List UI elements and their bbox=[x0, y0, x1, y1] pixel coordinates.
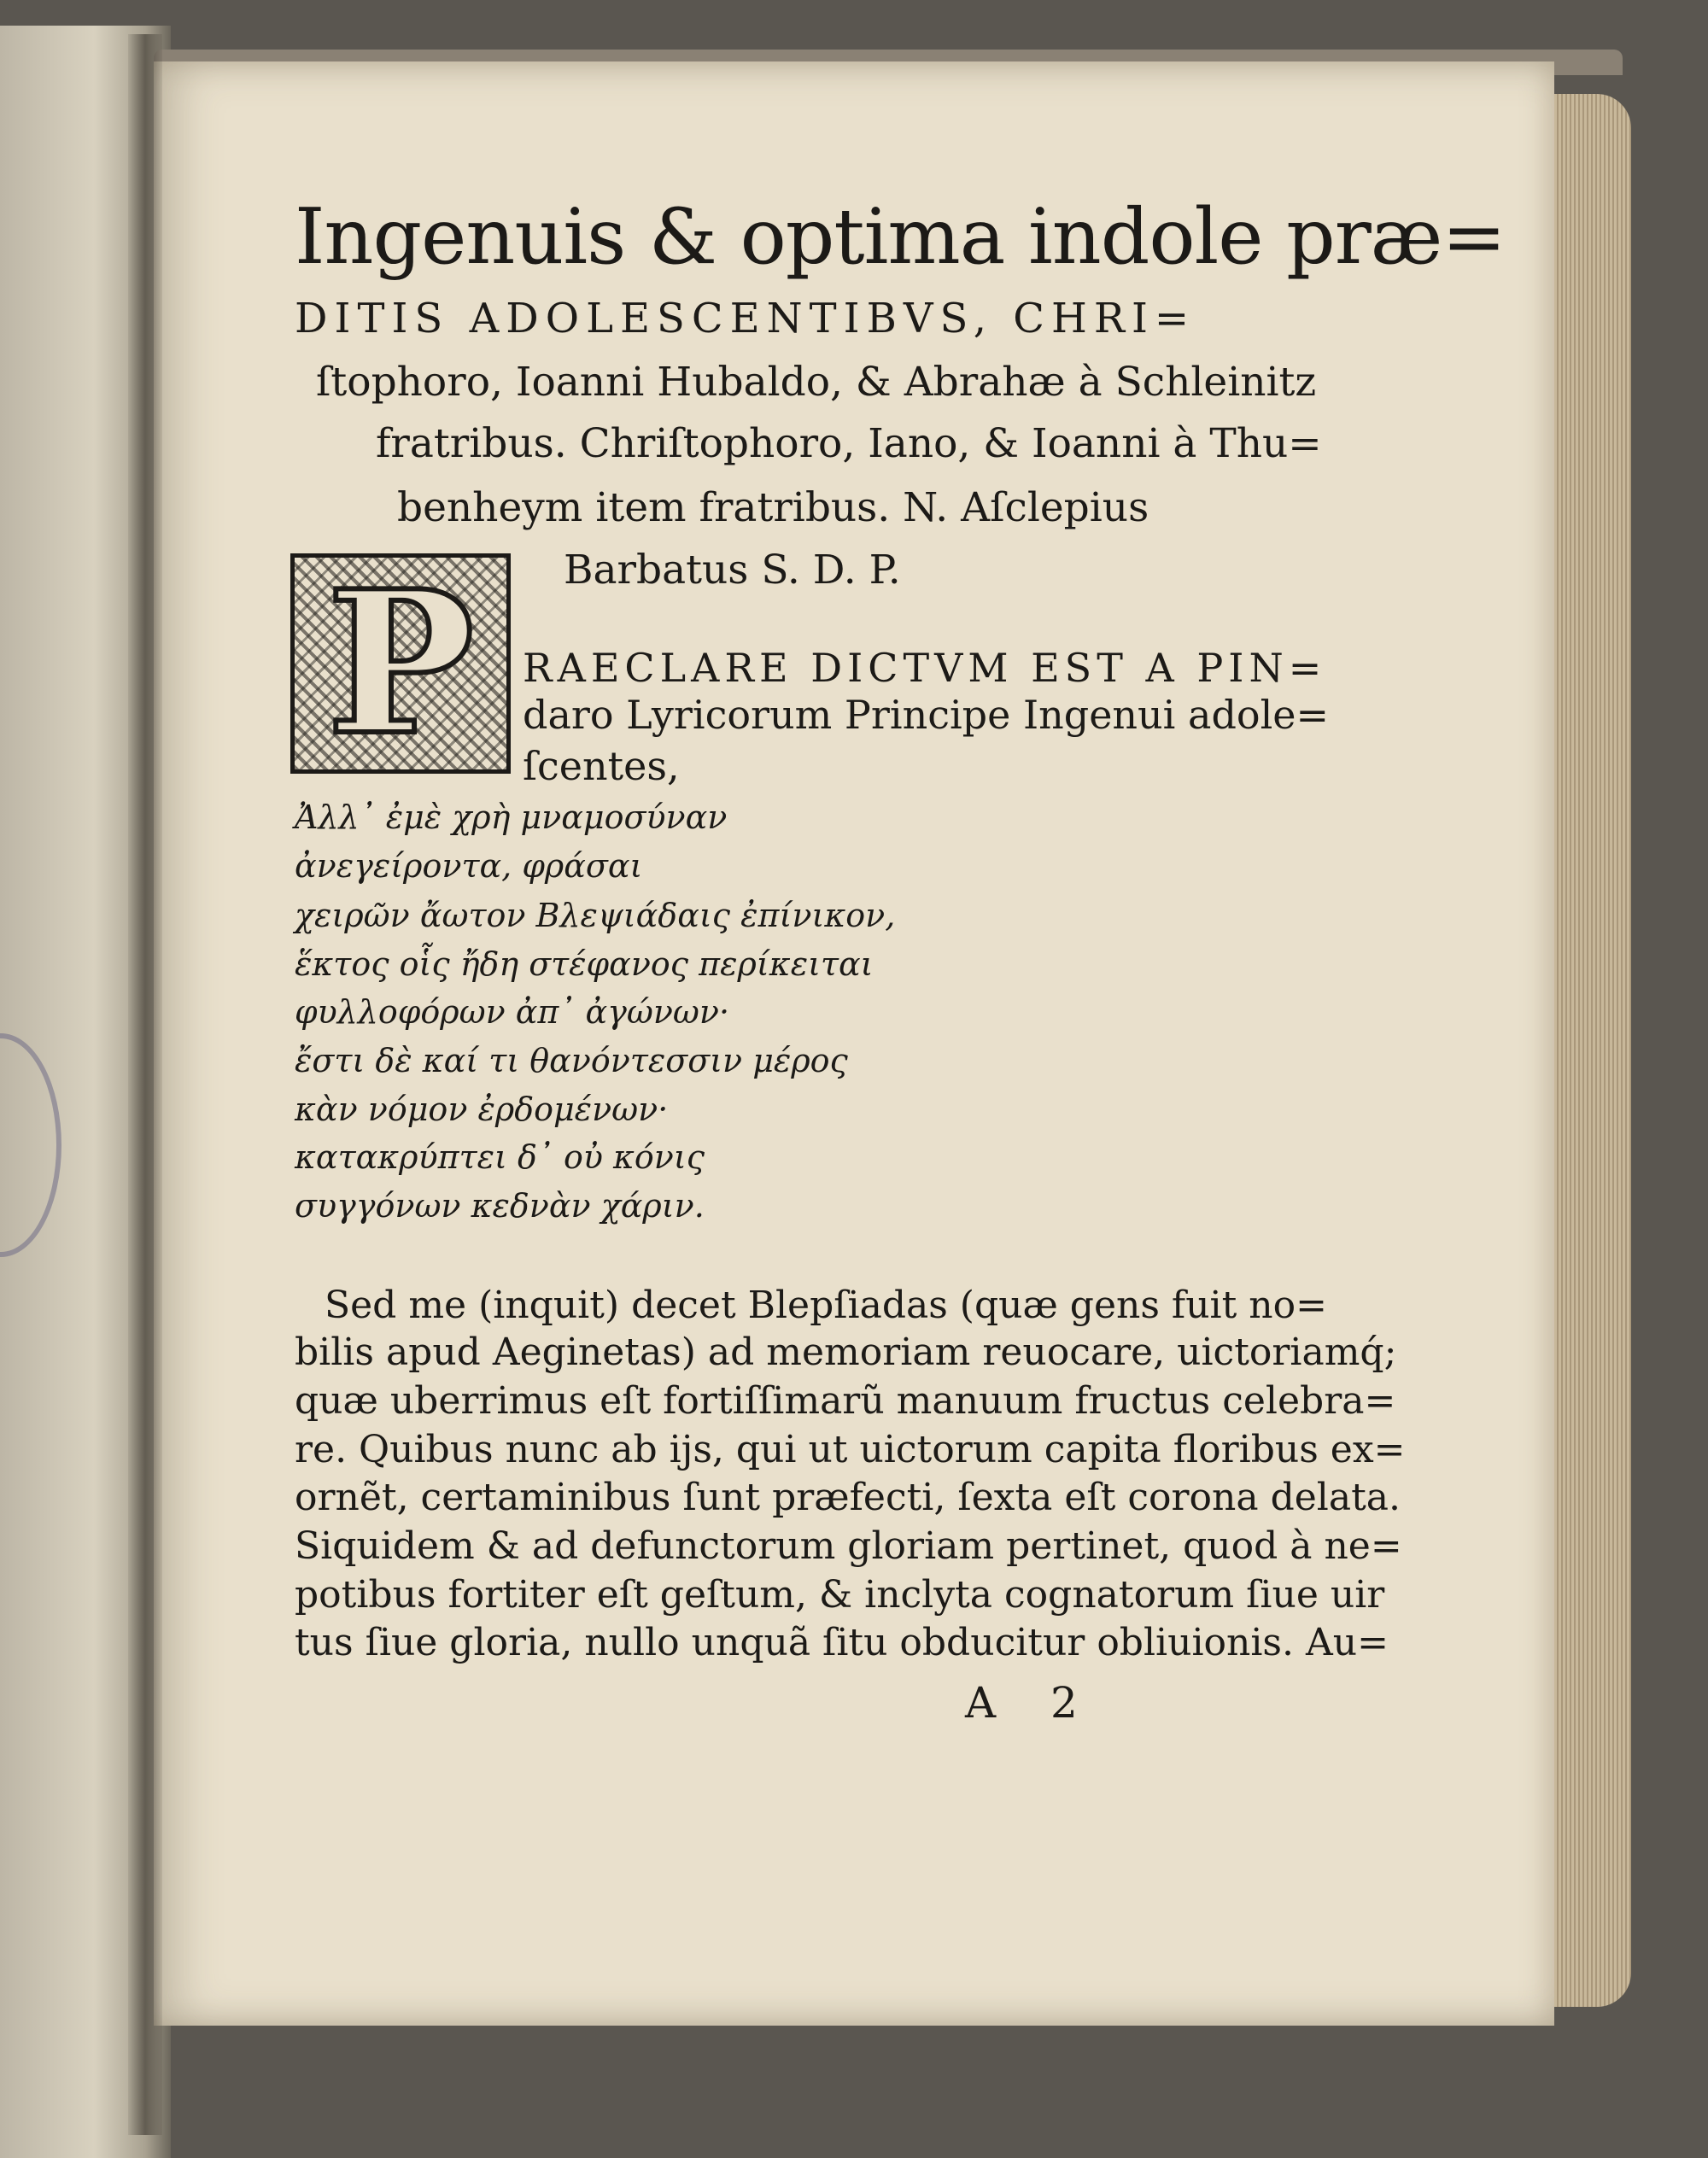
greek-verse-line: ἀνεγείροντα, φράσαι bbox=[295, 847, 643, 885]
greek-verse-line: ἕκτος οἷς ἤδη στέφανος περίκειται bbox=[295, 945, 874, 983]
body-line: quæ uberrimus eſt fortiſſimarũ manuum fructus celebra= bbox=[295, 1379, 1396, 1423]
gutter-shadow bbox=[128, 34, 162, 2135]
greek-verse-line: ἔστι δὲ καί τι θανόντεσσιν μέρος bbox=[295, 1042, 848, 1079]
page-block-edge bbox=[1550, 94, 1631, 2007]
body-line: Sed me (inquit) decet Blepſiadas (quæ gens fuit no= bbox=[325, 1284, 1327, 1327]
greek-verse-line: φυλλοφόρων ἀπ᾽ ἀγώνων· bbox=[295, 993, 730, 1031]
greek-verse-line: κὰν νόμον ἐρδομένων· bbox=[295, 1091, 669, 1128]
dedication-heading-line-4: fratribus. Chriſtophoro, Iano, & Ioanni à Thu= bbox=[376, 420, 1322, 467]
dedication-heading-line-2: DITIS ADOLESCENTIBVS, CHRI= bbox=[295, 295, 1196, 342]
dedication-heading-line-3: ſtophoro, Ioanni Hubaldo, & Abrahæ à Schleinitz bbox=[316, 359, 1317, 406]
signature-mark: A 2 bbox=[965, 1678, 1098, 1728]
opening-line-3: ſcentes, bbox=[523, 743, 680, 789]
body-line: ornẽt, certaminibus ſunt præfecti, ſexta eſt corona delata. bbox=[295, 1476, 1401, 1519]
body-line: Siquidem & ad defunctorum gloriam pertinet, quod à ne= bbox=[295, 1524, 1402, 1568]
dedication-heading-line-5: benheym item fratribus. N. Aſclepius bbox=[397, 484, 1149, 531]
greek-verse-line: χειρῶν ἄωτον Βλεψιάδαις ἐπίνικον, bbox=[295, 897, 896, 934]
dedication-title: Ingenuis & optima indole præ= bbox=[295, 192, 1506, 282]
body-line: potibus fortiter eſt geſtum, & inclyta cognatorum ſiue uir bbox=[295, 1573, 1385, 1617]
body-line: bilis apud Aeginetas) ad memoriam reuocare, uictoriamq́; bbox=[295, 1330, 1397, 1374]
initial-letter: P bbox=[326, 548, 475, 779]
opening-line-2: daro Lyricorum Principe Ingenui adole= bbox=[523, 692, 1330, 738]
decorated-initial bbox=[290, 548, 511, 779]
greek-verse-line: κατακρύπτει δ᾽ οὐ κόνις bbox=[295, 1138, 705, 1176]
library-stamp bbox=[0, 1033, 61, 1257]
opening-line-1: RAECLARE DICTVM EST A PIN= bbox=[523, 645, 1327, 691]
body-line: re. Quibus nunc ab ijs, qui ut uictorum capita floribus ex= bbox=[295, 1428, 1406, 1471]
body-line: tus ſiue gloria, nullo unquã ſitu obducitur obliuionis. Au= bbox=[295, 1621, 1389, 1664]
greek-verse-line: συγγόνων κεδνὰν χάριν. bbox=[295, 1187, 705, 1225]
dedication-heading-line-6: Barbatus S. D. P. bbox=[564, 547, 901, 594]
greek-verse-line: Ἀλλ᾽ ἐμὲ χρὴ μναμοσύναν bbox=[295, 798, 728, 836]
